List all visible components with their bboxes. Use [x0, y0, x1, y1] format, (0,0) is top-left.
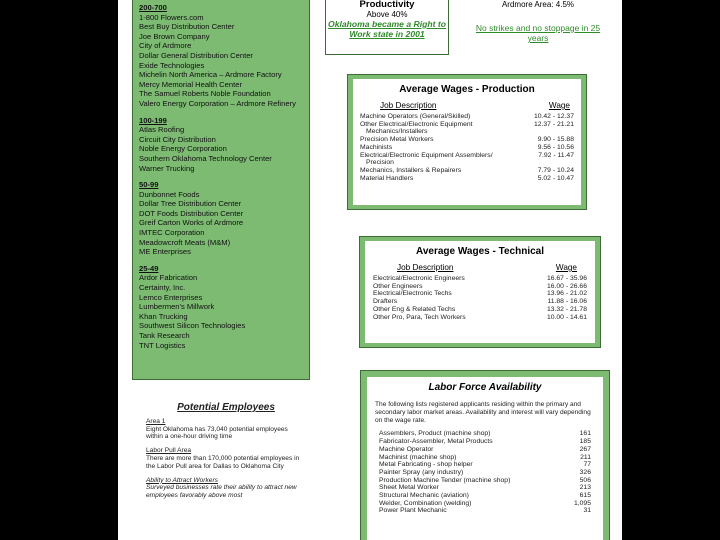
document-page — [118, 0, 622, 540]
job-cell: Drafters — [373, 298, 398, 306]
job-cell: Structural Mechanic (aviation) — [379, 492, 469, 500]
group-heading: 100-199 — [139, 115, 167, 125]
employer-group-3 — [139, 264, 303, 350]
productivity-box — [325, 0, 449, 55]
labor-force-title: Labor Force Availability — [428, 382, 542, 393]
production-wages-table — [360, 113, 574, 182]
productivity-value: Above 40% — [366, 10, 408, 19]
table-row — [373, 283, 587, 291]
list-item: IMTEC Corporation — [139, 228, 205, 238]
job-cell: Other Electrical/Electronic Equipment — [360, 120, 473, 128]
table-row — [360, 144, 574, 152]
employer-group-2 — [139, 180, 303, 257]
list-item: Joe Brown Company — [139, 31, 210, 41]
job-cell: Mechanics/Installers — [366, 128, 428, 136]
wage-cell: 16.67 - 35.96 — [546, 275, 587, 282]
wage-cell: 7.79 - 10.24 — [537, 166, 574, 174]
job-cell: Machine Operator — [379, 445, 434, 453]
job-cell: Machinists — [360, 143, 393, 151]
list-item: Noble Energy Corporation — [139, 144, 227, 154]
job-cell: Other Pro, Para, Tech Workers — [373, 313, 466, 321]
count-cell: 213 — [579, 484, 591, 492]
list-item: Greif Carton Works of Ardmore — [139, 218, 244, 228]
employer-group-0 — [139, 3, 303, 109]
group-heading: 25-49 — [139, 263, 159, 273]
wage-header: Wage — [555, 263, 577, 272]
count-cell: 506 — [579, 476, 591, 484]
table-row — [373, 290, 587, 298]
section-heading: Area 1 — [146, 417, 166, 425]
list-item: Michelin North America – Ardmore Factory — [139, 70, 282, 80]
job-cell: Electrical/Electronic Equipment Assemblers/ — [360, 151, 493, 159]
table-row — [373, 314, 587, 322]
list-item: ME Enterprises — [139, 247, 191, 257]
wage-cell: 10.00 - 14.61 — [546, 313, 587, 321]
list-item: Dunbonnet Foods — [139, 189, 200, 199]
list-item: City of Ardmore — [139, 41, 192, 51]
table-row — [360, 113, 574, 121]
table-row — [360, 128, 574, 136]
wage-header: Wage — [548, 101, 570, 110]
labor-force-panel — [360, 370, 610, 540]
list-item: Atlas Roofing — [139, 125, 185, 135]
production-wages-panel — [347, 74, 587, 210]
wage-cell: 12.37 - 21.21 — [533, 120, 574, 128]
technical-wages-table — [373, 275, 587, 321]
count-cell: 211 — [580, 453, 591, 461]
list-item: Certainty, Inc. — [139, 283, 186, 293]
table-row — [379, 500, 591, 508]
section-text: Eight Oklahoma has 73,040 potential employees within a one-hour driving time — [146, 425, 288, 441]
list-item: Circuit City Distribution — [139, 134, 216, 144]
job-description-header: Job Description — [380, 101, 437, 110]
table-row — [373, 275, 587, 283]
job-cell: Power Plant Mechanic — [379, 507, 447, 515]
ardmore-area-value: Ardmore Area: 4.5% — [501, 0, 575, 9]
list-item: Warner Trucking — [139, 163, 195, 173]
wage-cell: 5.02 - 10.47 — [537, 174, 574, 182]
job-cell: Sheet Metal Worker — [379, 484, 439, 492]
potential-employees-card — [138, 398, 314, 540]
count-cell: 267 — [579, 445, 591, 453]
table-row — [360, 159, 574, 167]
table-row — [360, 167, 574, 175]
labor-force-intro: The following lists registered applicants residing within the primary and secondary labor market areas. Availability and interest will vary depending on the wage rate. — [375, 401, 591, 424]
list-item: Dollar General Distribution Center — [139, 50, 253, 60]
section-heading: Labor Pull Area — [146, 447, 192, 455]
job-description-header: Job Description — [397, 263, 454, 272]
job-cell: Mechanics, Installers & Repairers — [360, 166, 462, 174]
table-row — [379, 446, 591, 454]
technical-wages-header — [373, 263, 587, 272]
list-item: Mercy Memorial Health Center — [139, 79, 242, 89]
table-row — [360, 175, 574, 183]
job-cell: Material Handlers — [360, 174, 414, 182]
potential-employees-title: Potential Employees — [177, 402, 275, 413]
job-cell: Fabricator-Assembler, Metal Products — [379, 438, 493, 446]
table-row — [360, 152, 574, 160]
table-row — [379, 461, 591, 469]
labor-force-card — [367, 377, 603, 540]
job-cell: Machinist (machine shop) — [379, 453, 457, 461]
table-row — [379, 492, 591, 500]
list-item: The Samuel Roberts Noble Foundation — [139, 89, 271, 99]
count-cell: 31 — [583, 507, 591, 515]
table-row — [379, 430, 591, 438]
job-cell: Metal Fabricating - shop helper — [379, 461, 473, 469]
list-item: Valero Energy Corporation – Ardmore Refinery — [139, 98, 296, 108]
list-item: Khan Trucking — [139, 311, 188, 321]
technical-wages-title: Average Wages - Technical — [415, 246, 544, 257]
technical-wages-card — [365, 241, 595, 343]
list-item: Lemco Enterprises — [139, 292, 203, 302]
technical-wages-panel — [359, 236, 601, 348]
wage-cell: 9.90 - 15.88 — [537, 136, 574, 144]
ardmore-area-box — [473, 0, 603, 55]
count-cell: 326 — [579, 468, 591, 476]
job-cell: Other Engineers — [373, 282, 423, 290]
list-item: Best Buy Distribution Center — [139, 22, 235, 32]
production-wages-title: Average Wages - Production — [399, 84, 535, 95]
count-cell: 161 — [579, 430, 591, 438]
production-wages-header — [360, 101, 574, 110]
table-row — [360, 121, 574, 129]
count-cell: 77 — [583, 461, 591, 469]
count-cell: 1,095 — [573, 499, 591, 507]
section-text: Surveyed businesses rate their ability to attract new employees favorably above most — [146, 484, 297, 500]
list-item: Tank Research — [139, 331, 190, 340]
table-row — [379, 507, 591, 515]
list-item: 1-800 Flowers.com — [139, 12, 204, 22]
list-item: Meadowcroft Meats (M&M) — [139, 237, 231, 247]
table-row — [379, 477, 591, 485]
count-cell: 615 — [579, 492, 591, 500]
job-cell: Production Machine Tender (machine shop) — [379, 476, 511, 484]
section-text: There are more than 170,000 potential employees in the Labor Pull area for Dallas to Oklahoma City — [146, 454, 300, 470]
wage-cell: 13.32 - 21.78 — [546, 305, 587, 313]
job-cell: Painter Spray (any industry) — [379, 468, 464, 476]
wage-cell: 13.96 - 21.02 — [546, 290, 587, 298]
table-row — [373, 298, 587, 306]
group-heading: 200-700 — [139, 3, 167, 12]
job-cell: Precision — [366, 159, 394, 167]
list-item: Southwest Silicon Technologies — [139, 321, 246, 331]
job-cell: Precision Metal Workers — [360, 136, 434, 144]
job-cell: Assemblers, Product (machine shop) — [379, 430, 491, 438]
wage-cell: 11.88 - 16.06 — [547, 298, 587, 306]
wage-cell: 10.42 - 12.37 — [533, 113, 574, 120]
list-item: TNT Logistics — [139, 340, 186, 350]
list-item: Exide Technologies — [139, 60, 205, 70]
list-item: Ardor Fabrication — [139, 273, 198, 283]
job-cell: Electrical/Electronic Techs — [373, 290, 452, 298]
list-item: DOT Foods Distribution Center — [139, 208, 244, 218]
list-item: Southern Oklahoma Technology Center — [139, 153, 272, 163]
job-cell: Machine Operators (General/Skilled) — [360, 113, 471, 120]
wage-cell: 7.92 - 11.47 — [538, 151, 574, 159]
table-row — [379, 469, 591, 477]
job-cell: Welder, Combination (welding) — [379, 499, 472, 507]
employer-group-1 — [139, 116, 303, 174]
list-item: Lumbermen's Millwork — [139, 302, 215, 312]
group-heading: 50-99 — [139, 180, 159, 190]
right-to-work-note: Oklahoma became a Right to Work state in 2001 — [328, 19, 446, 39]
job-cell: Other Eng & Related Techs — [373, 305, 456, 313]
table-row — [373, 306, 587, 314]
no-strikes-note: No strikes and no stoppage in 25 years — [475, 23, 601, 43]
section-heading: Ability to Attract Workers — [146, 476, 218, 484]
production-wages-card — [353, 79, 581, 205]
table-row — [379, 438, 591, 446]
table-row — [379, 484, 591, 492]
list-item: Dollar Tree Distribution Center — [139, 199, 242, 209]
table-row — [379, 454, 591, 462]
wage-cell: 9.56 - 10.56 — [537, 143, 574, 151]
table-row — [360, 136, 574, 144]
employer-list-panel — [132, 0, 310, 380]
labor-force-table — [375, 430, 595, 515]
job-cell: Electrical/Electronic Engineers — [373, 275, 465, 282]
wage-cell: 16.00 - 26.66 — [546, 282, 587, 290]
productivity-title: Productivity — [359, 0, 415, 10]
count-cell: 185 — [579, 438, 591, 446]
